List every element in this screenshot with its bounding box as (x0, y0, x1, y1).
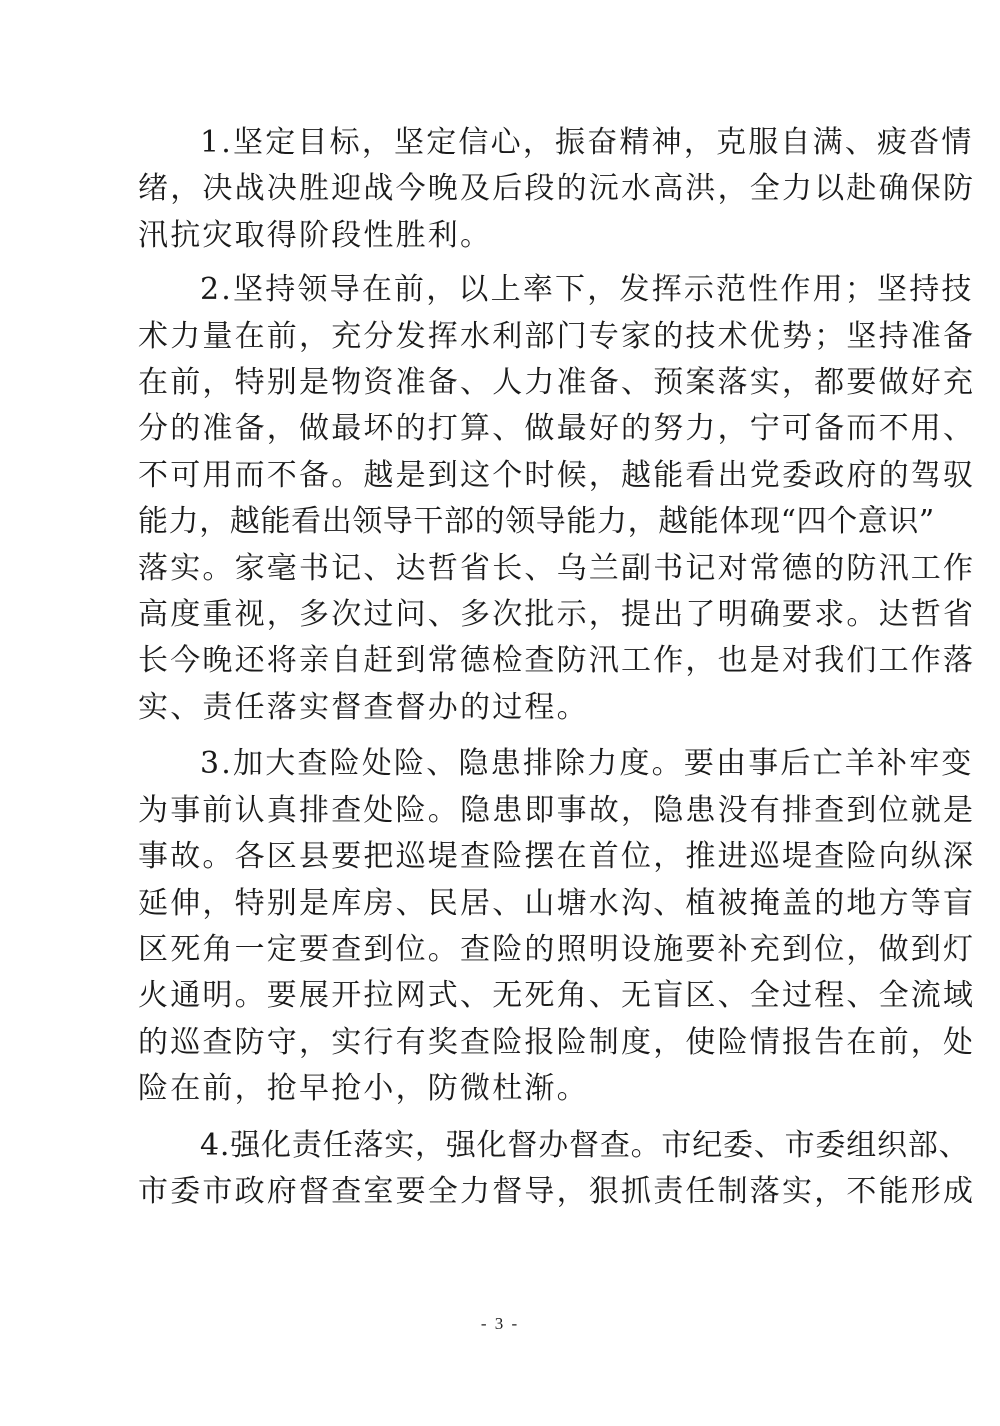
paragraph-3 (138, 741, 976, 1112)
text-line: 区死角一定要查到位。查险的照明设施要补充到位，做到灯 (138, 931, 976, 967)
text-line: 绪，决战决胜迎战今晚及后段的沅水高洪，全力以赴确保防 (138, 171, 976, 207)
document-body (138, 120, 976, 1215)
text-line: 的巡查防守，实行有奖查险报险制度，使险情报告在前，处 (138, 1024, 976, 1060)
text-line: 术力量在前，充分发挥水利部门专家的技术优势；坚持准备 (138, 318, 976, 354)
text-line: 高度重视，多次过问、多次批示，提出了明确要求。达哲省 (138, 597, 976, 633)
paragraph-2 (138, 267, 976, 731)
text-line: 险在前，抢早抢小，防微杜渐。 (138, 1071, 589, 1107)
page-number: - 3 - (480, 1314, 520, 1333)
text-line: 汛抗灾取得阶段性胜利。 (138, 217, 493, 253)
text-line: 不可用而不备。越是到这个时候，越能看出党委政府的驾驭 (138, 457, 976, 493)
text-line: 为事前认真排查处险。隐患即事故，隐患没有排查到位就是 (138, 792, 976, 828)
text-line: 长今晚还将亲自赶到常德检查防汛工作，也是对我们工作落 (138, 643, 976, 679)
text-line: 1.坚定目标，坚定信心，振奋精神，克服自满、疲沓情 (200, 125, 974, 160)
text-line: 延伸，特别是库房、民居、山塘水沟、植被掩盖的地方等盲 (138, 885, 976, 921)
text-line: 分的准备，做最坏的打算、做最好的努力，宁可备而不用、 (138, 411, 976, 447)
text-line: 落实。家毫书记、达哲省长、乌兰副书记对常德的防汛工作 (138, 550, 976, 586)
text-line: 2.坚持领导在前，以上率下，发挥示范性作用；坚持技 (200, 272, 974, 308)
paragraph-4 (138, 1123, 976, 1216)
text-line: 能力，越能看出领导干部的领导能力，越能体现“四个意识” (138, 504, 935, 540)
paragraph-1 (138, 120, 976, 259)
text-line: 4.强化责任落实，强化督办督查。市纪委、市委组织部、 (200, 1127, 970, 1163)
text-line: 市委市政府督查室要全力督导，狠抓责任制落实，不能形成 (138, 1173, 976, 1209)
text-line: 在前，特别是物资准备、人力准备、预案落实，都要做好充 (138, 365, 976, 401)
text-line: 3.加大查险处险、隐患排除力度。要由事后亡羊补牢变 (200, 746, 974, 782)
text-line: 事故。各区县要把巡堤查险摆在首位，推进巡堤查险向纵深 (138, 839, 976, 875)
text-line: 实、责任落实督查督办的过程。 (138, 689, 589, 725)
text-line: 火通明。要展开拉网式、无死角、无盲区、全过程、全流域 (138, 978, 976, 1014)
